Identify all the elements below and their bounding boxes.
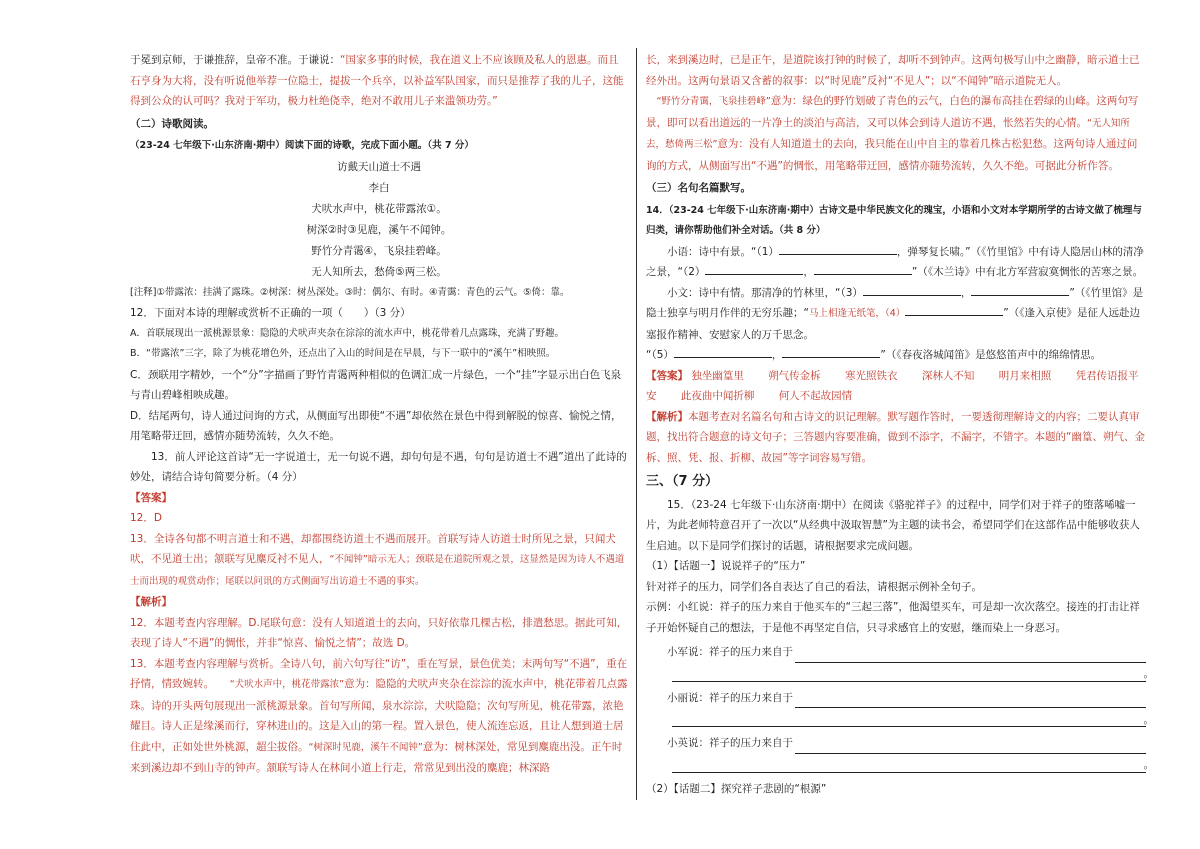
answer-label: 【答案】 — [130, 491, 172, 504]
analysis-14: 【解析】本题考查对名篇名句和古诗文的识记理解。默写题作答时，一要透彻理解诗文的内容；二要认真审题，找出符合题意的诗文句子；三答题内容要准确，做到不添字，不漏字，不错字。本题的“幽篁、朔气、金柝、照、凭、报、折柳、故园”等字词容易写错。 — [646, 410, 1145, 464]
answer-item: 此夜曲中闻折柳 — [680, 390, 755, 402]
analysis-12: 12．本题考查内容理解。D.尾联句意：没有人知道道士的去向，只好依靠几棵古松，排遣愁思。据此可知，表现了诗人“不遇”的惆怅，并非“惊喜、愉悦之情”；故选 D。 — [130, 616, 628, 649]
analysis-continued-2: “野竹分青霭，飞泉挂碧峰”意为：绿色的野竹划破了青色的云气，白色的瀑布高挂在碧绿的山峰。这两句写景，即可以看出道远的一片净土的淡泊与高洁，又可以体会到诗人道访不遇，怅然若失的心情。“无人知所去，愁倚两三松”意为：没有人知道道士的去向，我只能在山中自主的靠着几株古松犯愁。这两句诗人通过问询的方式，从侧面写出“不遇”的惆怅，用笔略带迂回，感情亦随势流转，久久不绝。可据此分析作答。 — [646, 95, 1139, 172]
speaker-3-row: 小英说：祥子的压力来自于 — [667, 733, 1146, 754]
answers-14: 【答案】 独坐幽篁里 朔气传金柝 寒光照铁衣 深林人不知 明月来相照 凭君传语报平安 此夜曲中闻折柳 何人不起故园情 — [646, 369, 1139, 402]
intro-quote: “国家多事的时候，我在道义上不应该顾及私人的恩惠。而且石亨身为大将，没有听说他举荐一位隐士，提拔一个兵卒，以补益军队国家，而只是推荐了我的儿子，这能得到公众的认可吗？我对于军功，极力杜绝侥幸，绝对不敢用儿子来滥领功劳。” — [130, 54, 624, 107]
intro-paragraph: 于冕到京师，于谦推辞，皇帝不准。于谦说：“国家多事的时候，我在道义上不应该顾及私人的恩惠。而且石亨身为大将，没有听说他举荐一位隐士，提拔一个兵卒，以补益军队国家，而只是推荐了我的儿子，这能得到公众的认可吗？我对于军功，极力杜绝侥幸，绝对不敢用儿子来滥领功劳。” — [130, 54, 624, 107]
xiaowen-dialogue: 小文：诗中有情。那清净的竹林里，“（3） ， ”（《竹里馆》是隐士独享与明月作伴的无穷乐趣；“马上相逢无纸笔，（4） ”（《逢入京使》是征人远赴边塞报作精神、安慰家人的万千思念。 — [646, 283, 1146, 346]
answer-item: 何人不起故园情 — [778, 390, 853, 402]
poem-author: 李白 — [368, 181, 390, 194]
left-column — [130, 50, 628, 779]
question-13: 13．前人评论这首诗“无一字说道士，无一句说不遇，却句句是不遇，句句是访道士不遇”道出了此诗的妙处，请结合诗句简要分析。（4 分） — [130, 450, 627, 483]
question-instruction: （23-24 七年级下·山东济南·期中）阅读下面的诗歌，完成下面小题。（共 7 分） — [130, 140, 474, 151]
answer-item: 明月来相照 — [998, 369, 1052, 382]
blank-4[interactable] — [905, 303, 1003, 316]
poem-notes: [注释]①带露浓：挂满了露珠。②树深：树丛深处。③时：偶尔、有时。④青霭：青色的云气。⑤倚：靠。 — [130, 286, 570, 298]
question-12: 12．下面对本诗的理解或赏析不正确的一项（ ）（3 分） — [130, 307, 411, 319]
answer-item: 凭君传语报平安 — [646, 369, 1139, 402]
poem-line: 无人知所去，愁倚⑤两三松。 — [311, 265, 447, 278]
example-text: 示例：小红说：祥子的压力来自于他买车的“三起三落”，他渴望买车，可是却一次次落空。接连的打击让祥子开始怀疑自己的想法，于是他不再坚定自信，只寻求感官上的安慰，继而染上一身恶习。 — [646, 601, 1140, 634]
speaker-2-row: 小丽说：祥子的压力来自于 — [667, 688, 1146, 709]
blank-1[interactable] — [779, 242, 897, 255]
answer-line[interactable] — [795, 648, 1146, 663]
analysis-continued: 长，来到溪边时，已是正午，是道院该打钟的时候了，却听不到钟声。这两句极写山中之幽静，暗示道士已经外出。这两句景语又含蓄的叙事：以“时见鹿”反衬“不见人”；以“不闻钟”暗示道院无人。 — [646, 54, 1140, 87]
answer-item: 独坐幽篁里 — [691, 369, 744, 382]
option-d: D．结尾两句，诗人通过问询的方式，从侧面写出即使“不遇”却依然在景色中得到解脱的惊喜、愉悦之情，用笔略带迂回，感情亦随势流转，久久不绝。 — [130, 409, 622, 442]
answer-13: 13．全诗各句都不明言道士和不遇，却都围绕访道士不遇而展开。首联写诗人访道士时所见之景，只闻犬吠，不见道士出；颔联写见麋反衬不见人，“不闻钟”暗示无人；颈联是在道院所观之景，这显然是因为诗人不遇道士而出现的观赏动作；尾联以问讯的方式侧面写出访道士不遇的事实。 — [130, 532, 625, 587]
poem-line: 犬吠水声中，桃花带露浓①。 — [311, 202, 447, 215]
analysis-13: 13．本题考查内容理解与赏析。全诗八句，前六句写往“访”，重在写景，景色优美；末两句写“不遇”，重在抒情，情致婉转。 “犬吠水声中，桃花带露浓”意为：隐隐的犬吠声夹杂在淙淙的流水声中，桃花带着几点露珠。诗的开头两句展现出一派桃源景象。首句写所闻，泉水淙淙，犬吠隐隐；次句写所见，桃花带露，浓艳耀目。诗人正是缘溪而行，穿林进山的。这是入山的第一程。置入景色，使人流连忘返，且让人想到道士居住此中，正如处世外桃源，超尘拔俗。“树深时见鹿，溪午不闻钟”意为：树林深处，常见到麋鹿出没。正午时来到溪边却不到山寺的钟声。颔联写诗人在林间小道上行走，常常见到出没的麋鹿；林深路 — [130, 657, 628, 774]
answer-line-continued[interactable]: 。 — [672, 708, 1146, 727]
blank-5b[interactable] — [782, 345, 880, 358]
answer-item: 朔气传金柝 — [768, 369, 821, 382]
answer-line-continued[interactable]: 。 — [672, 754, 1146, 773]
answer-item: 寒光照铁衣 — [845, 369, 898, 382]
xiaoyu-dialogue: 小语：诗中有景。“（1） ，弹琴复长啸。”（《竹里馆》中有诗人隐居山林的清净之景，“（2） ， ”（《木兰诗》中有北方军营寂寞惆怅的苦寒之景。 — [646, 242, 1146, 283]
topic-1-description: 针对祥子的压力，同学们各自表达了自己的看法，请根据示例补全句子。 — [646, 580, 982, 593]
poem — [130, 157, 628, 283]
poem-title: 访戴天山道士不遇 — [337, 160, 421, 173]
part-3-heading: 三、（7 分） — [646, 474, 719, 489]
option-b: B．“带露浓”三字，除了为桃花增色外，还点出了入山的时间是在早晨，与下一联中的“溪午”相映照。 — [130, 348, 556, 359]
answer-item: 深林人不知 — [921, 369, 975, 382]
speaker-1-row: 小军说：祥子的压力来自于 — [667, 642, 1146, 663]
right-column — [646, 50, 1154, 799]
analysis-label: 【解析】 — [130, 596, 172, 608]
poem-line: 野竹分青霭④，飞泉挂碧峰。 — [311, 244, 447, 257]
column-divider — [636, 48, 637, 800]
dialogue-5: “（5） ， ”（《春夜洛城闻笛》是悠悠笛声中的绵绵情思。 — [646, 345, 1146, 366]
question-15: 15．（23-24 七年级下·山东济南·期中）在阅读《骆驼祥子》的过程中，同学们对于祥子的堕落唏嘘一片，为此老师特意召开了一次以“从经典中汲取智慧”为主题的读书会，希望同学们在这部作品中能够收获人生启迪。以下是同学们探讨的话题，请根据要求完成问题。 — [646, 498, 1140, 552]
question-14: 14．（23-24 七年级下·山东济南·期中）古诗文是中华民族文化的瑰宝，小语和小文对本学期所学的古诗文做了梳理与归类，请你帮助他们补全对话。（共 8 分） — [646, 204, 1142, 236]
poem-line: 树深②时③见鹿，溪午不闻钟。 — [306, 223, 452, 236]
option-c: C．颈联用字精妙，一个“分”字描画了野竹青霭两种相似的色调汇成一片绿色，一个“挂”字显示出白色飞泉与青山碧峰相映成趣。 — [130, 368, 622, 401]
option-a: A．首联展现出一派桃源景象：隐隐的犬吠声夹杂在淙淙的流水声中，桃花带着几点露珠，充满了野趣。 — [130, 327, 565, 339]
blank-3a[interactable] — [863, 283, 961, 296]
blank-3b[interactable] — [971, 283, 1069, 296]
answer-line[interactable] — [795, 693, 1146, 708]
topic-1: （1）【话题一】说说祥子的“压力” — [646, 560, 806, 572]
answer-12: 12．D — [130, 512, 162, 524]
blank-2b[interactable] — [814, 262, 912, 275]
answer-line-continued[interactable]: 。 — [672, 663, 1146, 682]
blank-5a[interactable] — [674, 345, 772, 358]
section-title-poetry: （二）诗歌阅读。 — [130, 117, 214, 130]
blank-2a[interactable] — [705, 262, 803, 275]
answer-line[interactable] — [795, 739, 1146, 754]
section-title-recitation: （三）名句名篇默写。 — [646, 182, 751, 194]
topic-2: （2）【话题二】探究祥子悲剧的“根源” — [646, 782, 827, 795]
